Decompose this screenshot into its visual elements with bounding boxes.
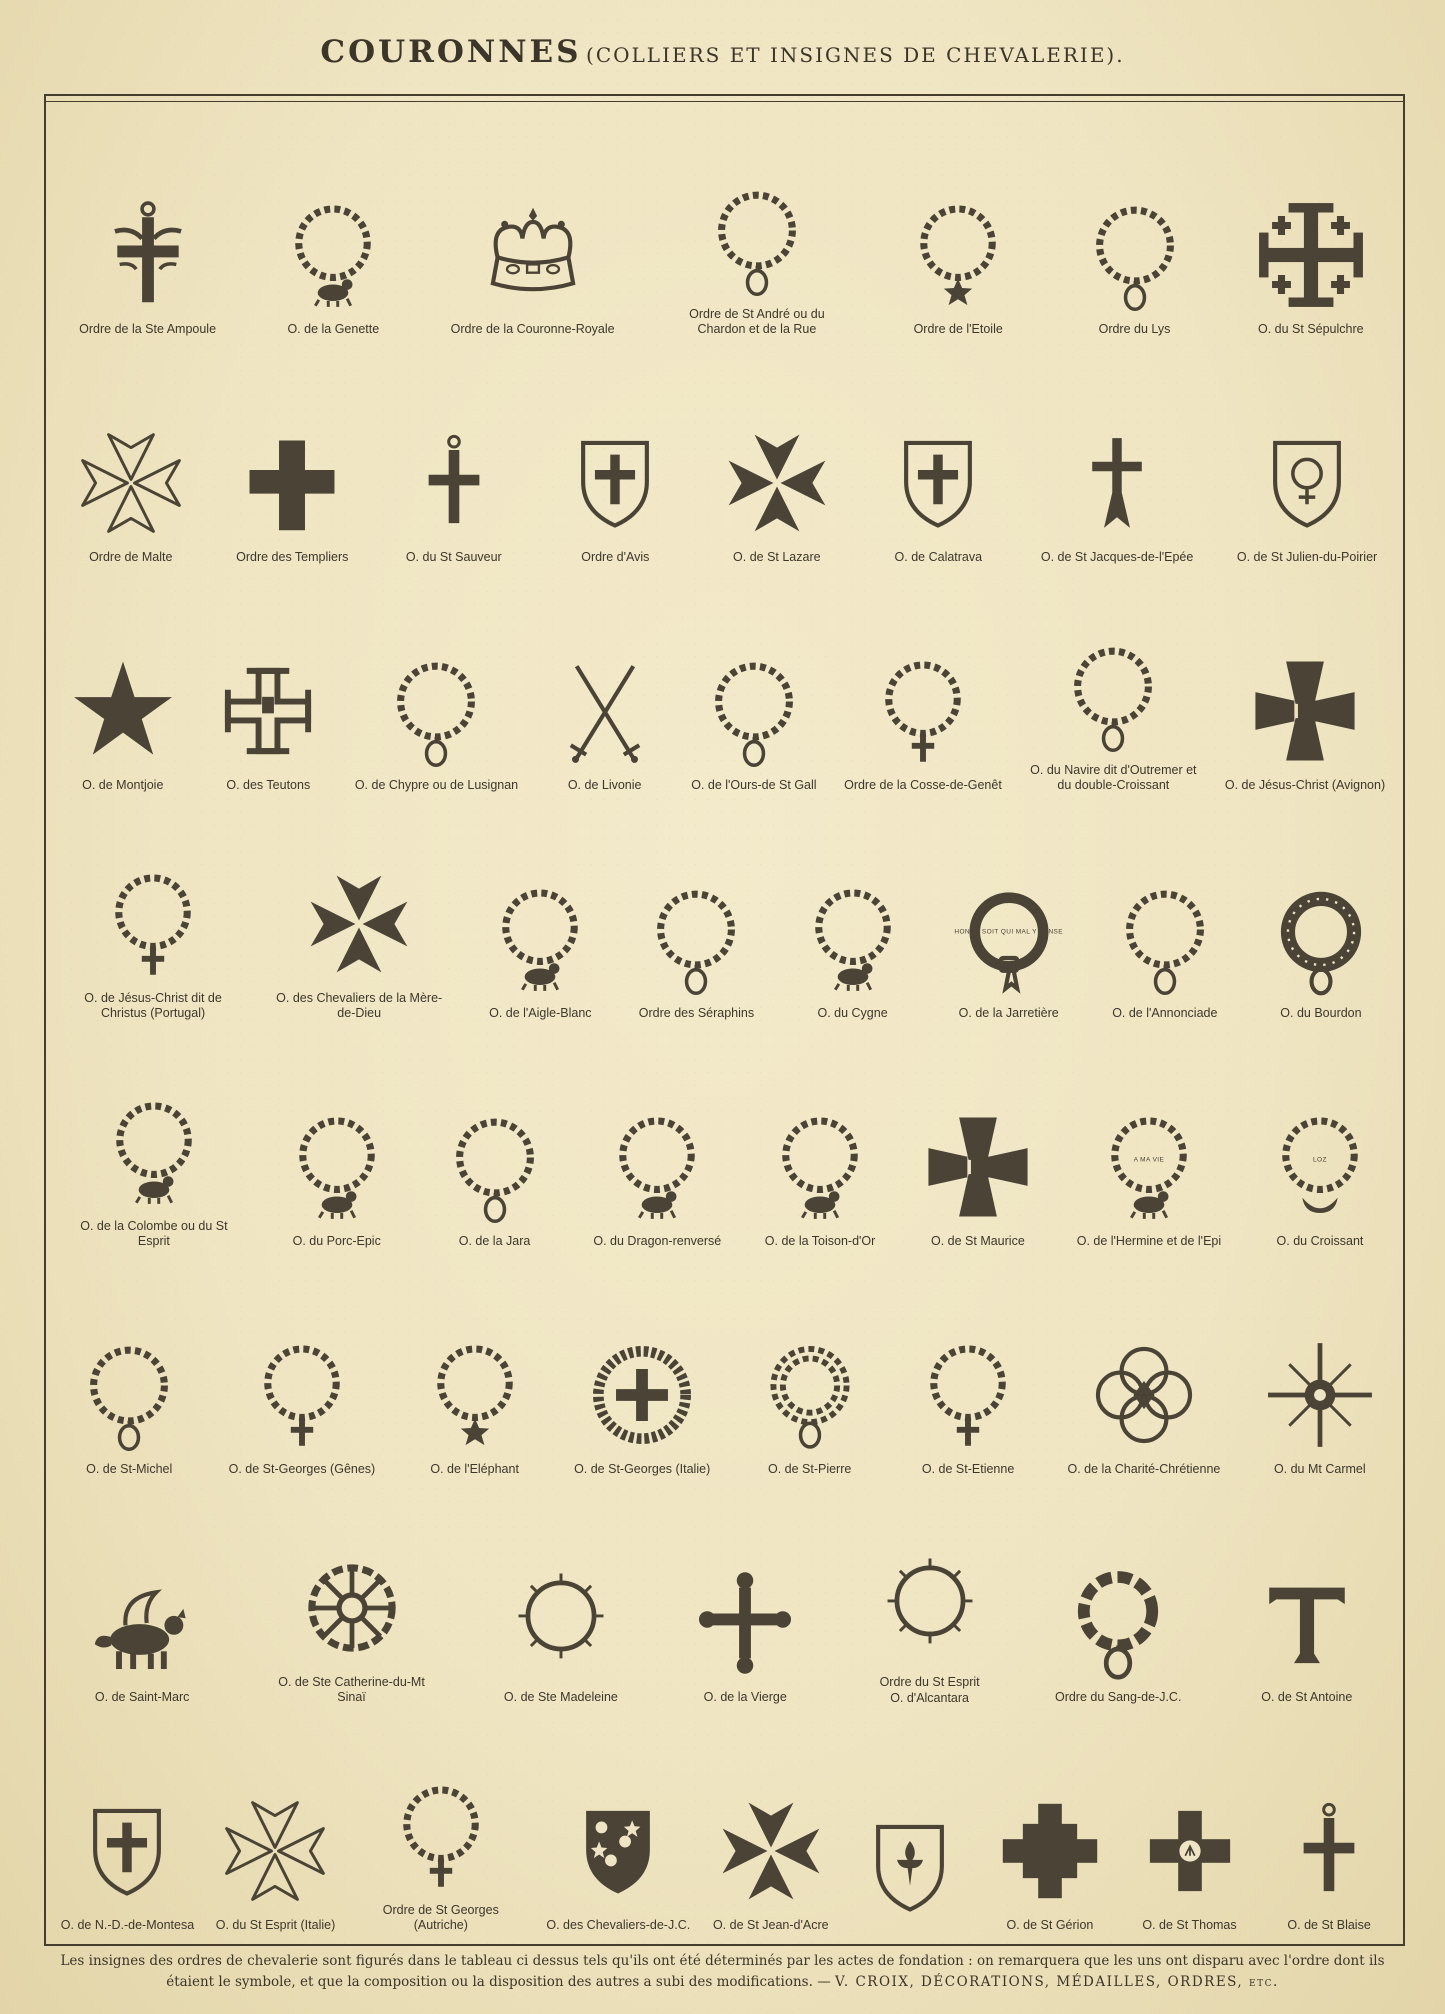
- plate-title-sub: (COLLIERS ET INSIGNES DE CHEVALERIE).: [586, 43, 1125, 67]
- radiant-cross-icon: [1261, 1333, 1379, 1457]
- insignia-item: [62, 649, 184, 794]
- insignia-item: [1235, 421, 1379, 566]
- insignia-item: [989, 1789, 1111, 1934]
- insignia-caption: O. de l'Hermine et de l'Epi: [1076, 1234, 1222, 1249]
- collar-medal-icon: [436, 1105, 554, 1229]
- insignia-caption: O. de St Maurice: [930, 1234, 1025, 1249]
- insignia-item: [671, 178, 843, 338]
- collar-beast-icon: [95, 1090, 213, 1214]
- insignia-item: [434, 1105, 556, 1250]
- insignia-item: [1129, 1789, 1251, 1934]
- insignia-caption: Ordre du Sang-de-J.C.: [1054, 1690, 1182, 1705]
- tau-cross-icon: [1248, 1561, 1366, 1685]
- insignia-item: [393, 421, 515, 566]
- insignia-item: [1223, 649, 1387, 794]
- insignia-caption: O. de Livonie: [567, 778, 642, 793]
- collar-cross-icon: [94, 862, 212, 986]
- insignia-item: [1260, 877, 1382, 1022]
- insignia-caption: Ordre de St Georges (Autriche): [382, 1902, 499, 1933]
- insignia-item: [353, 649, 520, 794]
- insignia-caption: O. des Teutons: [226, 778, 311, 793]
- insignia-item: [544, 649, 666, 794]
- insignia-item: [869, 1546, 991, 1706]
- collar-cross-icon: [243, 1333, 361, 1457]
- plate-title: [0, 34, 1445, 70]
- insignia-item: [273, 862, 445, 1022]
- insignia-item: [70, 421, 192, 566]
- plate-title-main: COURONNES: [320, 34, 582, 70]
- insignia-item: [572, 1333, 712, 1478]
- insignia-item: [877, 421, 999, 566]
- collar-medal-icon: [1106, 877, 1224, 1001]
- insignia-item: [1104, 877, 1226, 1022]
- insignia-caption: Ordre de l'Etoile: [913, 322, 1003, 337]
- shield-quartered-icon: [559, 1789, 677, 1913]
- insignia-item: [68, 1090, 240, 1250]
- insignia-caption: O. de Jésus-Christ (Avignon): [1224, 778, 1386, 793]
- collar-beast-icon: [794, 877, 912, 1001]
- footer-caption-text: Les insignes des ordres de chevalerie sont figurés dans le tableau ci dessus tels qu'ils ont été déterminés par les actes de fondation : on remarquera que les uns ont disparu avec l'ordre dont ils étaient le symbole, et que la composition ou la disposition des autres a subi des modifications. —: [60, 1952, 1385, 1990]
- insignia-caption: O. de N.-D.-de-Montesa: [60, 1918, 195, 1933]
- insignia-caption: O. de Ste Madeleine: [503, 1690, 618, 1705]
- insignia-item: [1074, 193, 1196, 338]
- plate-row: [50, 1478, 1399, 1706]
- plate-footer: [60, 1951, 1385, 1993]
- insignia-caption: Ordre de la Cosse-de-Genêt: [844, 778, 1002, 793]
- insignia-item: [266, 1546, 438, 1706]
- insignia-item: [749, 1333, 871, 1478]
- insignia-item: [68, 1333, 190, 1478]
- medal-chain-icon: [1059, 1561, 1177, 1685]
- insignia-caption: O. de Saint-Marc: [94, 1690, 190, 1705]
- insignia-item: [67, 862, 239, 1022]
- insignia-item: [948, 877, 1070, 1022]
- quatrefoil-icon: [1085, 1333, 1203, 1457]
- maltese-cross-icon: [718, 421, 836, 545]
- sword-cross-icon: [1058, 421, 1176, 545]
- insignia-caption: O. de St Blaise: [1287, 1918, 1371, 1933]
- insignia-caption: O. du Cygne: [817, 1006, 888, 1021]
- insignia-caption: O. de la Colombe ou du St Esprit: [80, 1218, 228, 1249]
- insignia-caption: O. de St Julien-du-Poirier: [1236, 550, 1378, 565]
- medallion-cross-icon: [583, 1333, 701, 1457]
- insignia-item: [684, 1561, 806, 1706]
- insignia-item: [81, 1561, 203, 1706]
- insignia-caption: O. de Chypre ou de Lusignan: [354, 778, 519, 793]
- stepped-cross-icon: [991, 1789, 1109, 1913]
- collar-medal-icon: [1054, 634, 1172, 758]
- cross-potent-icon: [209, 649, 327, 773]
- insignia-item: [1268, 1789, 1390, 1934]
- maltese-cross-icon: [712, 1789, 830, 1913]
- shell-cross-icon: [1131, 1789, 1249, 1913]
- shield-tree-icon: [1248, 421, 1366, 545]
- insignia-item: [207, 649, 329, 794]
- insignia-caption: O. de Calatrava: [894, 550, 983, 565]
- insignia-caption: O. du St Sauveur: [405, 550, 502, 565]
- plate-row: [50, 1250, 1399, 1478]
- insignia-item: [1039, 421, 1195, 566]
- insignia-caption: O. de Montjoie: [82, 778, 164, 793]
- collar-beast-icon: [481, 877, 599, 1001]
- wheel-icon: [293, 1546, 411, 1670]
- insignia-item: [792, 877, 914, 1022]
- insignia-item: [849, 1805, 971, 1934]
- collar-medal-icon: [698, 178, 816, 302]
- insignia-caption: Ordre de Malte: [89, 550, 173, 565]
- insignia-caption: O. de la Charité-Chrétienne: [1067, 1462, 1221, 1477]
- insignia-caption: Ordre des Séraphins: [638, 1006, 755, 1021]
- insignia-caption: O. de St Jacques-de-l'Epée: [1040, 550, 1194, 565]
- insignia-item: [276, 1105, 398, 1250]
- collar-beast-icon: [274, 193, 392, 317]
- insignia-caption: O. de l'Ours-de St Gall: [691, 778, 817, 793]
- insignia-item: [414, 1333, 536, 1478]
- collar-cross-icon: [909, 1333, 1027, 1457]
- thick-cross-icon: [233, 421, 351, 545]
- insignia-caption: Ordre des Templiers: [236, 550, 349, 565]
- star-icon: [64, 649, 182, 773]
- insignia-caption: O. de la Vierge: [703, 1690, 787, 1705]
- insignia-item: [842, 649, 1004, 794]
- insignia-caption: Ordre de la Ste Ampoule: [79, 322, 217, 337]
- maltese-cross-outline-icon: [72, 421, 190, 545]
- footer-reference-text: V. CROIX, DÉCORATIONS, MÉDAILLES, ORDRES, etc.: [835, 1973, 1279, 1990]
- latin-cross-icon: [395, 421, 513, 545]
- insignia-caption: Ordre d'Avis: [581, 550, 650, 565]
- royal-crown-icon: [474, 193, 592, 317]
- maltese-cross-outline-icon: [216, 1789, 334, 1913]
- insignia-item: [77, 193, 218, 338]
- insignia-item: [907, 1333, 1029, 1478]
- shield-cross-icon: [68, 1789, 186, 1913]
- insignia-item: [449, 193, 617, 338]
- insignia-item: [1259, 1105, 1381, 1250]
- shield-cross-icon: [556, 421, 674, 545]
- insignia-caption: Ordre du Lys: [1098, 322, 1171, 337]
- insignia-item: [214, 1789, 337, 1934]
- insignia-caption: O. du Dragon-renversé: [593, 1234, 722, 1249]
- insignia-caption: O. de St-Michel: [86, 1462, 173, 1477]
- crossed-swords-icon: [546, 649, 664, 773]
- insignia-item: [1027, 634, 1199, 794]
- insignia-item: [231, 421, 353, 566]
- collar-cross-icon: [382, 1774, 500, 1898]
- collar-star-icon: [899, 193, 1017, 317]
- collar-cross-icon: [864, 649, 982, 773]
- insignia-motto: A MA VIE: [1133, 1156, 1165, 1164]
- maltese-cross-icon: [300, 862, 418, 986]
- insignia-item: [59, 1789, 196, 1934]
- insignia-caption: O. de St Antoine: [1261, 1690, 1353, 1705]
- insignia-caption: O. de St Thomas: [1142, 1918, 1237, 1933]
- insignia-item: [689, 649, 818, 794]
- insignia-item: [917, 1105, 1039, 1250]
- insignia-item: [1053, 1561, 1183, 1706]
- insignia-caption: O. du Bourdon: [1280, 1006, 1362, 1021]
- plate-row: [50, 794, 1399, 1022]
- plate-frame: [44, 94, 1405, 1946]
- collar-medal-icon: [377, 649, 495, 773]
- insignia-item: [1075, 1105, 1223, 1250]
- collar-beast-icon: [1090, 1105, 1208, 1229]
- insignia-item: [710, 1789, 832, 1934]
- insignia-caption: O. des Chevaliers de la Mère-de-Dieu: [276, 990, 443, 1021]
- insignia-item: [716, 421, 838, 566]
- shield-fleur-icon: [851, 1805, 969, 1929]
- collar-medal-icon: [695, 649, 813, 773]
- insignia-item: [500, 1561, 622, 1706]
- collar-beast-icon: [761, 1105, 879, 1229]
- insignia-caption: O. de St-Etienne: [921, 1462, 1015, 1477]
- medallion-ring-icon: [1262, 877, 1380, 1001]
- double-collar-medal-icon: [751, 1333, 869, 1457]
- jerusalem-cross-icon: [1252, 193, 1370, 317]
- plate-row: [50, 338, 1399, 566]
- insignia-caption: O. de St-Pierre: [767, 1462, 852, 1477]
- cross-pattee-icon: [919, 1105, 1037, 1229]
- insignia-caption: O. de la Jara: [458, 1234, 531, 1249]
- insignia-motto: HONNY SOIT QUI MAL Y PENSE: [954, 928, 1064, 936]
- insignia-item: [544, 1789, 692, 1934]
- flory-cross-icon: [686, 1561, 804, 1685]
- insignia-caption: O. de l'Aigle-Blanc: [489, 1006, 592, 1021]
- insignia-caption: O. des Chevaliers-de-J.C.: [546, 1918, 691, 1933]
- insignia-caption: O. de St-Georges (Gênes): [228, 1462, 376, 1477]
- insignia-caption: O. du Navire dit d'Outremer et du double-Croissant: [1030, 762, 1197, 793]
- insignia-item: [272, 193, 394, 338]
- garter-icon: [950, 877, 1068, 1001]
- insignia-caption: O. de St Gérion: [1006, 1918, 1094, 1933]
- insignia-caption: O. du Mt Carmel: [1273, 1462, 1366, 1477]
- insignia-caption: O. de l'Annonciade: [1112, 1006, 1218, 1021]
- insignia-item: [1250, 193, 1372, 338]
- insignia-caption: O. de la Jarretière: [958, 1006, 1059, 1021]
- insignia-item: [355, 1774, 527, 1934]
- insignia-caption: O. de St Lazare: [733, 550, 821, 565]
- insignia-item: [227, 1333, 378, 1478]
- insignia-caption: O. de l'Eléphant: [430, 1462, 519, 1477]
- collar-medal-icon: [637, 877, 755, 1001]
- collar-beast-icon: [278, 1105, 396, 1229]
- insignia-caption: Ordre de St André ou du Chardon et de la Rue: [689, 306, 825, 337]
- insignia-caption: O. de Ste Catherine-du-Mt Sinaï: [278, 1674, 425, 1705]
- plate-row: [50, 1022, 1399, 1250]
- collar-medal-icon: [1076, 193, 1194, 317]
- collar-beast-icon: [598, 1105, 716, 1229]
- insignia-caption: O. de la Genette: [287, 322, 380, 337]
- insignia-item: [897, 193, 1019, 338]
- insignia-caption: Ordre du St Esprit: [879, 1675, 980, 1690]
- insignia-item: [554, 421, 676, 566]
- insignia-caption: O. de St Jean-d'Acre: [712, 1918, 829, 1933]
- insignia-item: [1066, 1333, 1223, 1478]
- plate-row: [50, 566, 1399, 794]
- plate-row: [50, 110, 1399, 338]
- winged-cross-icon: [89, 193, 207, 317]
- insignia-item: [759, 1105, 881, 1250]
- latin-cross-icon: [1270, 1789, 1388, 1913]
- plate-row: [50, 1706, 1399, 1934]
- collar-crescent-icon: [1261, 1105, 1379, 1229]
- insignia-item: [1246, 1561, 1368, 1706]
- collar-medal-icon: [70, 1333, 188, 1457]
- insignia-item: [1259, 1333, 1381, 1478]
- winged-lion-icon: [83, 1561, 201, 1685]
- insignia-caption-secondary: O. d'Alcantara: [890, 1691, 970, 1705]
- cross-pattee-icon: [1246, 649, 1364, 773]
- insignia-item: [591, 1105, 723, 1250]
- thorn-collar-icon: [871, 1546, 989, 1670]
- collar-star-icon: [416, 1333, 534, 1457]
- insignia-caption: O. de la Toison-d'Or: [764, 1234, 876, 1249]
- insignia-item: [479, 877, 601, 1022]
- insignia-caption: O. du St Sépulchre: [1257, 322, 1364, 337]
- insignia-motto: LOZ: [1313, 1156, 1327, 1164]
- insignia-caption: O. de St-Georges (Italie): [574, 1462, 711, 1477]
- insignia-caption: O. du Porc-Epic: [292, 1234, 381, 1249]
- insignia-caption: O. du St Esprit (Italie): [215, 1918, 336, 1933]
- thorn-collar-icon: [502, 1561, 620, 1685]
- insignia-item: [635, 877, 757, 1022]
- insignia-caption: O. de Jésus-Christ dit de Christus (Portugal): [84, 990, 222, 1021]
- insignia-caption: O. du Croissant: [1276, 1234, 1364, 1249]
- shield-cross-icon: [879, 421, 997, 545]
- insignia-caption: Ordre de la Couronne-Royale: [450, 322, 615, 337]
